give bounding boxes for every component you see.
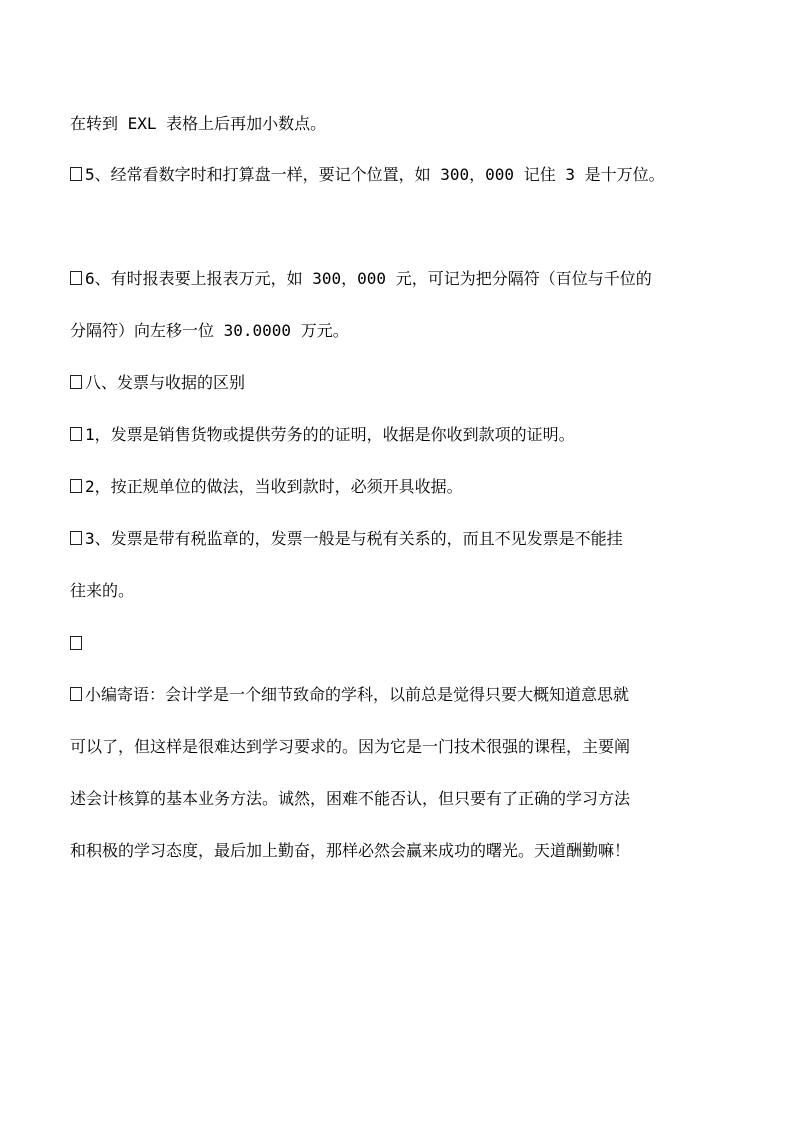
editor-note-text: 可以了，但这样是很难达到学习要求的。因为它是一门技术很强的课程，主要阐 [70, 737, 631, 756]
list-item-5 [70, 165, 730, 185]
list-item-3-continuation [70, 581, 730, 601]
section-heading [70, 373, 730, 393]
list-item-text: 往来的。 [70, 581, 135, 600]
editor-note-line [70, 789, 730, 809]
list-item-text: 5、经常看数字时和打算盘一样，要记个位置，如 300，000 记住 3 是十万位。 [85, 165, 665, 184]
editor-note-text: 述会计核算的基本业务方法。诚然，困难不能否认，但只要有了正确的学习方法 [70, 789, 631, 808]
section-heading-text: 八、发票与收据的区别 [85, 373, 246, 392]
list-item-text: 分隔符）向左移一位 30.0000 万元。 [70, 321, 349, 340]
checkbox-glyph-icon [70, 167, 82, 181]
editor-note-text: 小编寄语：会计学是一个细节致命的学科，以前总是觉得只要大概知道意思就 [85, 685, 630, 704]
list-item-6 [70, 269, 730, 289]
editor-note-text: 和积极的学习态度，最后加上勤奋，那样必然会赢来成功的曙光。天道酬勤嘛！ [70, 841, 631, 860]
checkbox-glyph-icon [70, 479, 82, 493]
checkbox-glyph-icon [70, 531, 82, 545]
list-item-6-continuation [70, 321, 730, 341]
checkbox-glyph-icon [70, 636, 82, 650]
checkbox-glyph-icon [70, 427, 82, 441]
paragraph-text: 在转到 EXL 表格上后再加小数点。 [70, 114, 327, 133]
checkbox-glyph-icon [70, 375, 82, 389]
checkbox-glyph-icon [70, 687, 82, 701]
editor-note-line [70, 841, 730, 861]
list-item-1 [70, 425, 730, 445]
editor-note-line [70, 737, 730, 757]
list-item-text: 2，按正规单位的做法，当收到款时，必须开具收据。 [85, 477, 463, 496]
checkbox-glyph-icon [70, 271, 82, 285]
editor-note-line [70, 685, 730, 705]
list-item-text: 3、发票是带有税监章的，发票一般是与税有关系的，而且不见发票是不能挂 [85, 529, 623, 548]
empty-paragraph [70, 634, 730, 654]
list-item-text: 6、有时报表要上报表万元，如 300，000 元，可记为把分隔符（百位与千位的 [85, 269, 652, 288]
list-item-2 [70, 477, 730, 497]
paragraph-line [70, 114, 730, 134]
list-item-3 [70, 529, 730, 549]
list-item-text: 1，发票是销售货物或提供劳务的的证明，收据是你收到款项的证明。 [85, 425, 575, 444]
